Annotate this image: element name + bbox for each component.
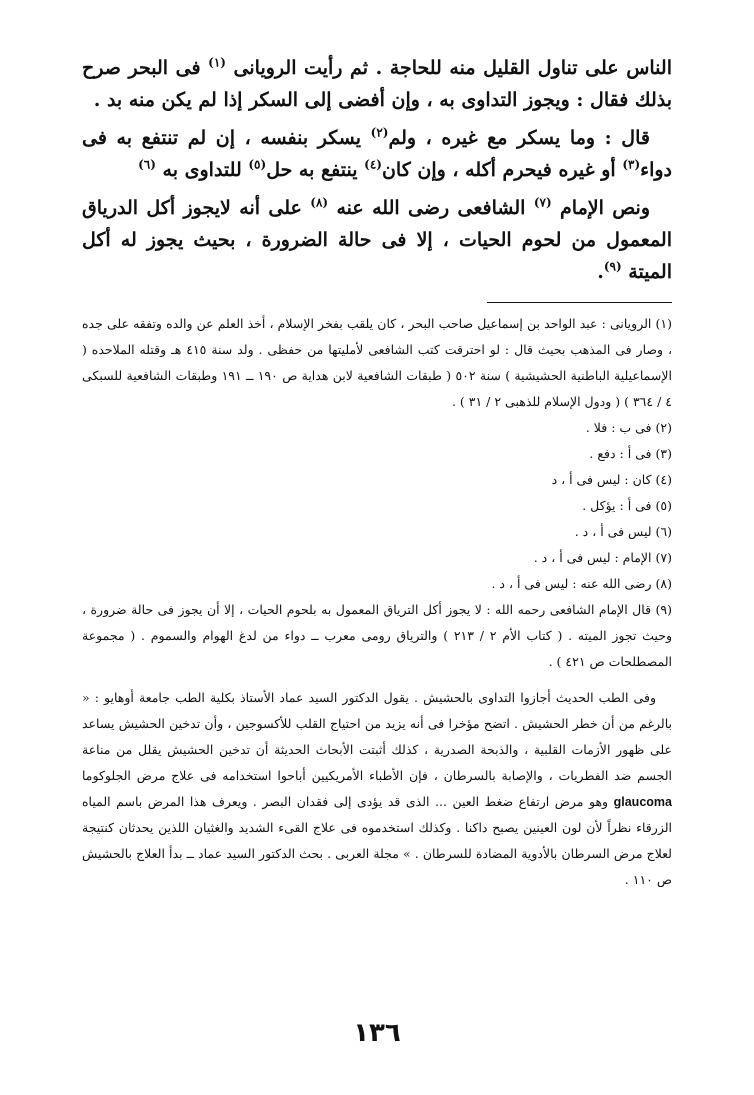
text-run: الناس على تناول القليل منه للحاجة . ثم رأيت الرويانى [233, 57, 672, 79]
footnote-4: (٤) كان : ليس فى أ ، د [551, 472, 672, 487]
footnote-ref-4[interactable]: (٤) [364, 157, 382, 172]
footnote-ref-3[interactable]: (٣) [622, 157, 641, 172]
footnotes-section [82, 311, 672, 675]
footnote-divider [487, 302, 672, 303]
footnote-9: (٩) قال الإمام الشافعى رحمه الله : لا يجوز أكل الترياق المعمول به بلحوم الحيات ، إلا أن يجوز فى حالة ضرورة ، وحيث تجوز الميته . ( كتاب الأم ٢ / ٢١٣ ) والترياق رومى معرب ــ دواء من لدغ الهوام والسموم . ( مجموعة المصطلحات ص ٤٢١ ) . [82, 602, 672, 669]
footnote-6: (٦) ليس فى أ ، د . [574, 524, 672, 539]
note-text-run: وفى الطب الحديث أجازوا التداوى بالحشيش . يقول الدكتور السيد عماد الأستاذ بكلية الطب جامعة أوهايو : « بالرغم من أن خطر الحشيش . اتضح مؤخرا فى أنه يزيد من احتياج القلب للأكسوجين ، وأن تدخين الحشيش يساعد على ظهور الأزمات القلبية ، والذبحة الصدرية ، كذلك أثبتت الأبحاث الحديثة أن تدخين الحشيش يقلل من مناعة الجسم ضد الفطريات ، والإصابة بالسرطان ، فإن الأطباء الأمريكيين أباحوا استخدامه فى علاج مرض الجلوكوما [82, 690, 672, 783]
page-body [82, 52, 672, 906]
glaucoma-term: glaucoma [613, 795, 672, 809]
medical-note [82, 685, 672, 893]
footnote-ref-5[interactable]: (٥) [248, 157, 267, 172]
text-run: ونص الإمام [560, 197, 651, 219]
page-number: ١٣٦ [353, 1018, 401, 1048]
footnote-ref-6[interactable]: (٦) [138, 157, 156, 172]
text-run: أو غيره فيحرم أكله ، وإن كان [381, 159, 616, 181]
footnote-8: (٨) رضى الله عنه : ليس فى أ ، د . [491, 576, 672, 591]
footnote-ref-9[interactable]: (٩) [603, 259, 622, 274]
text-run: قال : وما يسكر مع غيره ، ولم [388, 127, 650, 149]
text-run: . [597, 261, 604, 283]
footnote-ref-2[interactable]: (٢) [370, 125, 389, 140]
footnote-5: (٥) فى أ : يؤكل . [582, 498, 672, 513]
footnote-7: (٧) الإمام : ليس فى أ ، د . [533, 550, 672, 565]
main-paragraph-3 [82, 192, 672, 288]
text-run: على أنه لايجوز أكل الدرياق المعمول من لحوم الحيات ، إلا فى حالة الضرورة ، بحيث يجوز له أكل الميتة [82, 197, 672, 283]
footnote-ref-8[interactable]: (٨) [310, 195, 329, 210]
text-run: الشافعى رضى الله عنه [336, 197, 526, 219]
main-paragraph-2 [82, 122, 672, 186]
footnote-ref-1[interactable]: (١) [208, 55, 226, 70]
note-text-run: وهو مرض ارتفاع ضغط العين ... الذى قد يؤدى إلى فقدان البصر . ويعرف هذا المرض باسم المياه الزرقاء نظراً لأن لون العينين يصبح داكنا . وكذلك استخدموه فى علاج القىء الشديد والغثيان اللذين يحدثان كنتيجة لعلاج مرض السرطان بالأدوية المضادة للسرطان . » مجلة العربى . بحث الدكتور السيد عماد ــ بدأ العلاج بالحشيش ص ١١٠ . [82, 794, 672, 887]
main-paragraph-1 [82, 52, 672, 116]
text-run: فى البحر صرح بذلك فقال : ويجوز التداوى به ، وإن أفضى إلى السكر إذا لم يكن منه بد . [82, 57, 672, 111]
text-run: يسكر بنفسه ، إن لم تنتفع به فى دواء [82, 127, 672, 181]
footnote-3: (٣) فى أ : دفع . [589, 446, 672, 461]
text-run: ينتفع به حل [266, 159, 358, 181]
footnote-ref-7[interactable]: (٧) [533, 195, 552, 210]
footnote-1: (١) الرويانى : عبد الواحد بن إسماعيل صاحب البحر ، كان يلقب بفخر الإسلام ، أخذ العلم عن والده وتفقه على جده ، وصار فى المذهب بحيث قال : لو احترقت كتب الشافعى لأمليتها من حفظى . ولد سنة ٤١٥ هـ وقتله الملاحده ( الإسماعيلية الباطنية الحشيشية ) سنة ٥٠٢ ( طبقات الشافعية لابن هداية ص ١٩٠ ــ ١٩١ وطبقات الشافعية للسبكى ٤ / ٣٦٤ ) ( ودول الإسلام للذهبى ٢ / ٣١ ) . [82, 316, 672, 409]
text-run: للتداوى به [162, 159, 242, 181]
footnote-2: (٢) فى ب : فلا . [585, 420, 672, 435]
